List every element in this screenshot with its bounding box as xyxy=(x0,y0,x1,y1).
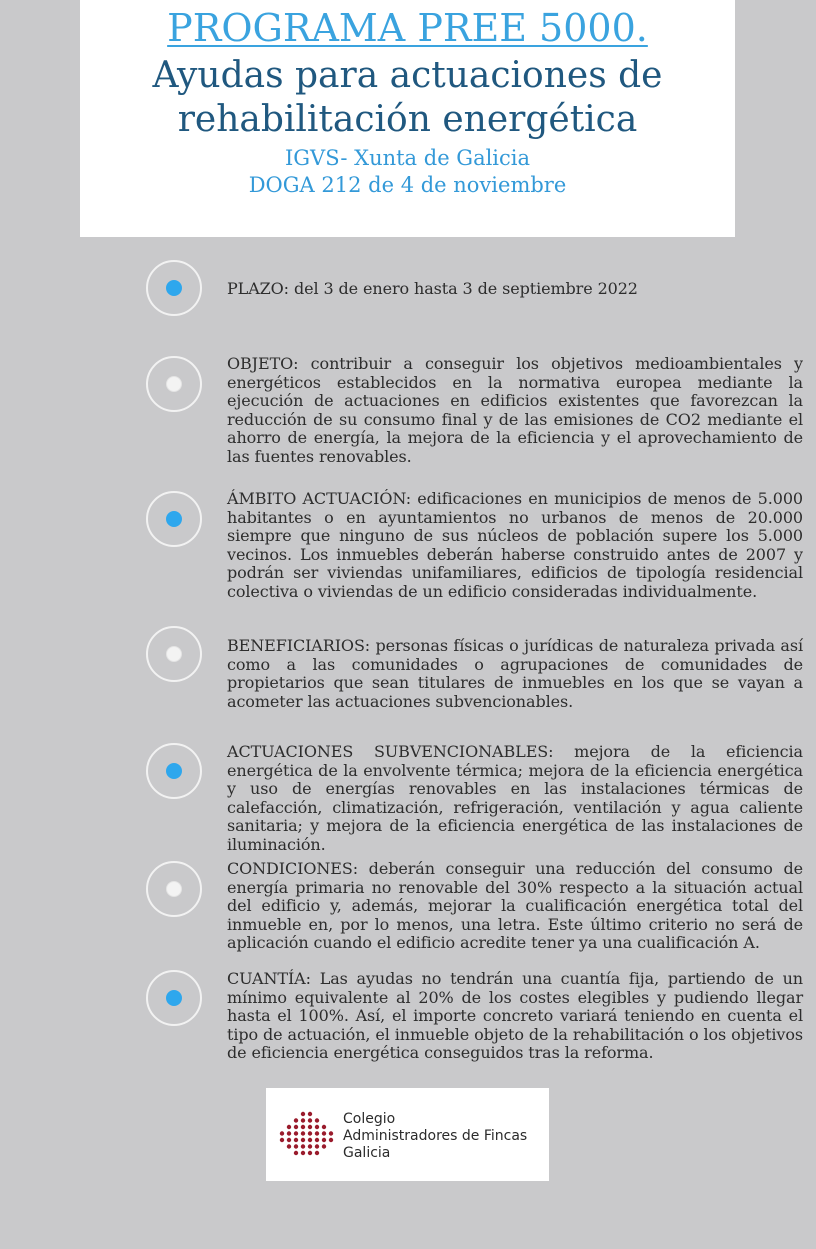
logo-dot xyxy=(308,1131,312,1135)
logo-dot xyxy=(287,1138,291,1142)
title-line-1: Ayudas para actuaciones de xyxy=(152,55,663,96)
program-title-link[interactable]: PROGRAMA PREE 5000. xyxy=(167,6,648,50)
logo-dot xyxy=(294,1138,298,1142)
logo-dot xyxy=(287,1144,291,1148)
logo-dot xyxy=(301,1125,305,1129)
logo-dot xyxy=(322,1138,326,1142)
logo-dot xyxy=(294,1144,298,1148)
logo-dot xyxy=(301,1112,305,1116)
logo-dot xyxy=(287,1125,291,1129)
logo-dot xyxy=(315,1118,319,1122)
bullet-dot-icon xyxy=(166,646,182,662)
logo-dot xyxy=(301,1118,305,1122)
logo-dot xyxy=(315,1151,319,1155)
logo-dot xyxy=(294,1118,298,1122)
item-text: ÁMBITO ACTUACIÓN: edificaciones en municipios de menos de 5.000 habitantes o en ayuntamientos no urbanos de menos de 20.000 siempre que ninguno de sus núcleos de población supere los 5.000 vecinos. Los inmuebles deberán haberse construido antes de 2007 y podrán ser viviendas unifamiliares, edificios de tipología residencial colectiva o viviendas de un edificio consideradas individualmente. xyxy=(227,489,803,601)
logo-dot xyxy=(315,1144,319,1148)
subtitle xyxy=(80,145,735,199)
logo-dot xyxy=(294,1151,298,1155)
bullet-circle-icon xyxy=(146,743,202,799)
item-text: ACTUACIONES SUBVENCIONABLES: mejora de la eficiencia energética de la envolvente térmica; mejora de la eficiencia energética y uso de energías renovables en las instalaciones térmicas de calefacción, climatización, refrigeración, ventilación y agua caliente sanitaria; y mejora de la eficiencia energética de las instalaciones de iluminación. xyxy=(227,742,803,854)
logo-dot xyxy=(301,1138,305,1142)
item-text: CONDICIONES: deberán conseguir una reducción del consumo de energía primaria no renovable del 30% respecto a la situación actual del edificio y, además, mejorar la cualificación energética total del inmueble en, por lo menos, una letra. Este último criterio no será de aplicación cuando el edificio acredite tener ya una cualificación A. xyxy=(227,859,803,952)
logo-dot xyxy=(315,1138,319,1142)
logo-dot xyxy=(308,1144,312,1148)
item-text: OBJETO: contribuir a conseguir los objetivos medioambientales y energéticos establecidos en la normativa europea mediante la ejecución de actuaciones en edificios existentes que favorezcan la reducción de su consumo final y de las emisiones de CO2 mediante el ahorro de energía, la mejora de la eficiencia y el aprovechamiento de las fuentes renovables. xyxy=(227,354,803,466)
logo-text xyxy=(343,1111,527,1162)
logo-dot xyxy=(308,1125,312,1129)
logo-dot xyxy=(308,1112,312,1116)
logo-dot xyxy=(322,1125,326,1129)
item-text: BENEFICIARIOS: personas físicas o jurídicas de naturaleza privada así como a las comunidades o agrupaciones de comunidades de propietarios que sean titulares de inmuebles en los que se vayan a acometer las actuaciones subvencionables. xyxy=(227,636,803,711)
bullet-dot-icon xyxy=(166,511,182,527)
logo-dot xyxy=(322,1144,326,1148)
logo-line-1: Colegio xyxy=(343,1111,396,1127)
logo-dot xyxy=(322,1131,326,1135)
logo-dot xyxy=(315,1131,319,1135)
logo-dot xyxy=(329,1131,333,1135)
logo-dot xyxy=(287,1131,291,1135)
bullet-dot-icon xyxy=(166,376,182,392)
subtitle-line-2: DOGA 212 de 4 de noviembre xyxy=(248,173,567,197)
bullet-dot-icon xyxy=(166,881,182,897)
bullet-circle-icon xyxy=(146,626,202,682)
logo-dot xyxy=(315,1125,319,1129)
logo-dot xyxy=(329,1138,333,1142)
bullet-dot-icon xyxy=(166,280,182,296)
bullet-circle-icon xyxy=(146,260,202,316)
bullet-circle-icon xyxy=(146,970,202,1026)
item-text: CUANTÍA: Las ayudas no tendrán una cuantía fija, partiendo de un mínimo equivalente al 20% de los costes elegibles y pudiendo llegar hasta el 100%. Así, el importe concreto variará teniendo en cuenta el tipo de actuación, el inmueble objeto de la rehabilitación o los objetivos de eficiencia energética conseguidos tras la reforma. xyxy=(227,969,803,1062)
title-line-2: rehabilitación energética xyxy=(177,99,638,140)
logo-line-3: Galicia xyxy=(343,1145,391,1161)
logo-dot xyxy=(308,1118,312,1122)
logo-line-2: Administradores de Fincas xyxy=(343,1128,528,1144)
header-card xyxy=(80,0,735,237)
logo-dot xyxy=(280,1131,284,1135)
logo-dot xyxy=(308,1138,312,1142)
bullet-dot-icon xyxy=(166,763,182,779)
bullet-circle-icon xyxy=(146,491,202,547)
logo-dot xyxy=(294,1125,298,1129)
logo-dot xyxy=(301,1144,305,1148)
bullet-circle-icon xyxy=(146,861,202,917)
bullet-dot-icon xyxy=(166,990,182,1006)
logo-dot xyxy=(294,1131,298,1135)
colegio-logo xyxy=(266,1088,549,1181)
logo-dot xyxy=(301,1151,305,1155)
logo-dot xyxy=(301,1131,305,1135)
logo-dots-icon xyxy=(278,1110,336,1158)
subtitle-line-1: IGVS- Xunta de Galicia xyxy=(284,146,531,170)
logo-dot xyxy=(280,1138,284,1142)
bullet-circle-icon xyxy=(146,356,202,412)
page-title xyxy=(80,54,735,142)
item-text: PLAZO: del 3 de enero hasta 3 de septiembre 2022 xyxy=(227,279,638,298)
logo-dot xyxy=(308,1151,312,1155)
